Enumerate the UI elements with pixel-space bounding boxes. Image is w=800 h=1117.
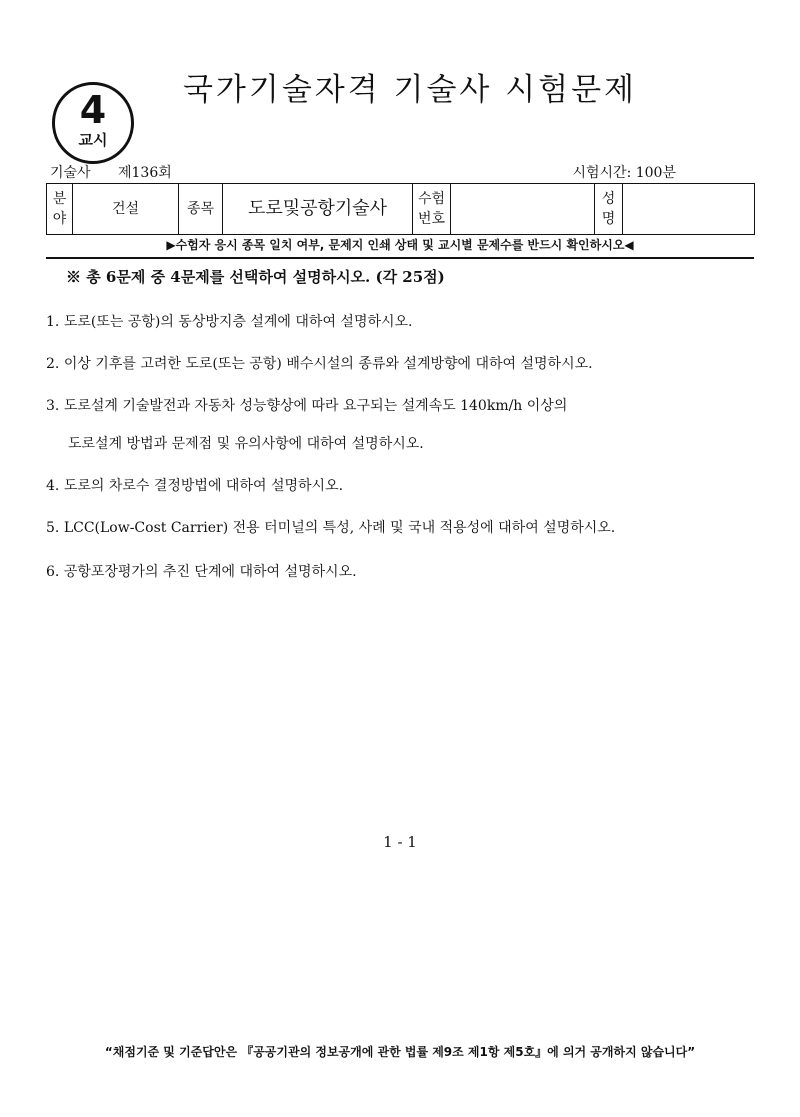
info-table <box>46 183 755 235</box>
divider <box>46 257 754 259</box>
page-number: 1 - 1 <box>383 833 417 851</box>
exam-number-label: 수험 번호 <box>413 184 451 235</box>
name-label: 성 명 <box>595 184 623 235</box>
session-number: 4 <box>79 88 107 132</box>
category-label: 종목 <box>179 184 223 235</box>
exam-round: 제136회 <box>118 165 172 181</box>
exam-number-field[interactable] <box>451 184 595 235</box>
question-6: 6. 공항포장평가의 추진 단계에 대하여 설명하시오. <box>46 564 357 580</box>
question-1: 1. 도로(또는 공항)의 동상방지층 설계에 대하여 설명하시오. <box>46 314 413 330</box>
exam-type: 기술사 <box>50 165 91 181</box>
notice-text: ▶수험자 응시 종목 일치 여부, 문제지 인쇄 상태 및 교시별 문제수를 반드시 확인하시오◀ <box>166 238 634 252</box>
question-4: 4. 도로의 차로수 결정방법에 대하여 설명하시오. <box>46 478 344 494</box>
name-field[interactable] <box>623 184 755 235</box>
category-value: 도로및공항기술사 <box>223 184 413 235</box>
instruction-text: ※ 총 6문제 중 4문제를 선택하여 설명하시오. (각 25점) <box>66 268 445 286</box>
footer-disclaimer: “채점기준 및 기준답안은 『공공기관의 정보공개에 관한 법률 제9조 제1항 제5호』에 의거 공개하지 않습니다” <box>104 1045 696 1059</box>
question-3-continued: 도로설계 방법과 문제점 및 유의사항에 대하여 설명하시오. <box>68 436 424 452</box>
session-badge <box>52 82 134 164</box>
exam-duration: 시험시간: 100분 <box>572 165 676 181</box>
question-5: 5. LCC(Low-Cost Carrier) 전용 터미널의 특성, 사례 및 국내 적용성에 대하여 설명하시오. <box>46 520 616 536</box>
question-2: 2. 이상 기후를 고려한 도로(또는 공항) 배수시설의 종류와 설계방향에 대하여 설명하시오. <box>46 356 593 372</box>
field-label: 분 야 <box>47 184 73 235</box>
session-label: 교시 <box>78 131 108 149</box>
field-value: 건설 <box>73 184 179 235</box>
page-title: 국가기술자격 기술사 시험문제 <box>182 72 637 108</box>
question-3: 3. 도로설계 기술발전과 자동차 성능향상에 따라 요구되는 설계속도 140km/h 이상의 <box>46 398 568 414</box>
